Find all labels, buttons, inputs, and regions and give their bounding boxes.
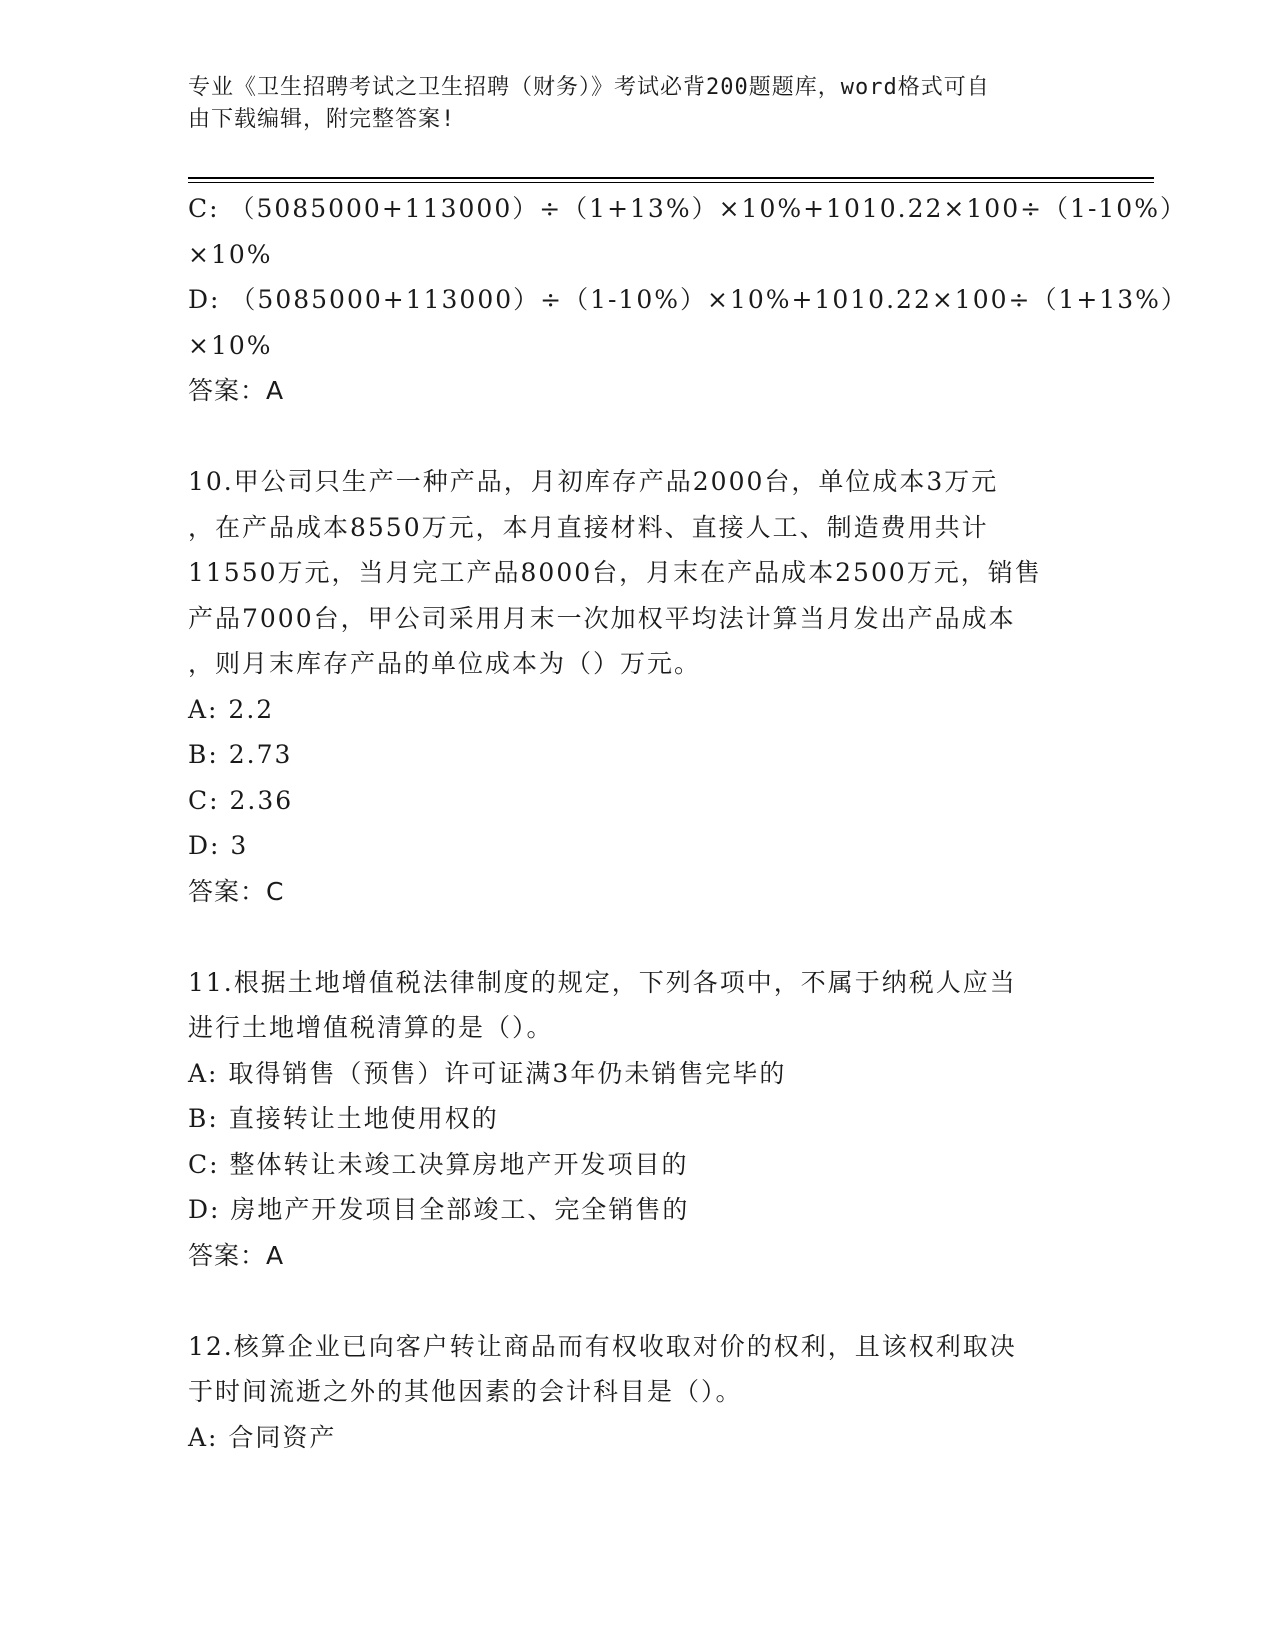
option-c: C: 2.36 [188, 785, 294, 815]
question-stem-line: 11550万元，当月完工产品8000台，月末在产品成本2500万元，销售 [188, 558, 1042, 587]
question-stem-line: 进行土地增值税清算的是（）。 [188, 1013, 554, 1042]
option-b: B: 直接转让土地使用权的 [188, 1104, 499, 1133]
question-stem-line: 产品7000台，甲公司采用月末一次加权平均法计算当月发出产品成本 [188, 603, 1016, 633]
option-d-line-1: D: （5085000+113000）÷（1-10%）×10%+1010.22×100÷（1+13%） [188, 285, 1188, 314]
answer-q10: 答案：C [188, 876, 285, 906]
document-header [188, 72, 1068, 136]
header-title-line-2: 由下载编辑，附完整答案! [188, 107, 456, 132]
spacer [188, 1278, 1088, 1324]
option-b: B: 2.73 [188, 740, 293, 769]
answer-q11: 答案：A [188, 1240, 285, 1270]
question-10 [188, 459, 1088, 914]
spacer [188, 414, 1088, 460]
option-c-line-1: C: （5085000+113000）÷（1+13%）×10%+1010.22×100÷（1-10%） [188, 194, 1187, 223]
question-11 [188, 960, 1088, 1279]
document-body [188, 186, 1188, 1460]
option-a: A: 2.2 [188, 694, 275, 724]
question-stem-line: 11.根据土地增值税法律制度的规定，下列各项中，不属于纳税人应当 [188, 967, 1017, 997]
question-stem-line: 12.核算企业已向客户转让商品而有权收取对价的权利，且该权利取决 [188, 1331, 1017, 1361]
question-stem-line: ，在产品成本8550万元，本月直接材料、直接人工、制造费用共计 [188, 512, 989, 542]
answer-q9: 答案：A [188, 376, 285, 405]
option-a: A: 合同资产 [188, 1422, 337, 1452]
question-12 [188, 1324, 1088, 1461]
header-title-line-1: 专业《卫生招聘考试之卫生招聘（财务）》考试必背200题题库，word格式可自 [188, 75, 990, 100]
question-stem-line: 于时间流逝之外的其他因素的会计科目是（）。 [188, 1377, 743, 1406]
option-d-line-2: ×10% [188, 330, 273, 360]
header-divider-thin [188, 182, 1154, 183]
option-c: C: 整体转让未竣工决算房地产开发项目的 [188, 1149, 689, 1179]
header-divider [188, 177, 1154, 179]
question-stem-line: ，则月末库存产品的单位成本为（）万元。 [188, 649, 702, 678]
option-c-line-2: ×10% [188, 239, 273, 269]
question-stem-line: 10.甲公司只生产一种产品，月初库存产品2000台，单位成本3万元 [188, 467, 999, 496]
option-d: D: 房地产开发项目全部竣工、完全销售的 [188, 1195, 690, 1224]
option-d: D: 3 [188, 831, 249, 860]
option-a: A: 取得销售（预售）许可证满3年仍未销售完毕的 [188, 1058, 787, 1088]
question-9-continued [188, 186, 1188, 414]
spacer [188, 914, 1088, 960]
